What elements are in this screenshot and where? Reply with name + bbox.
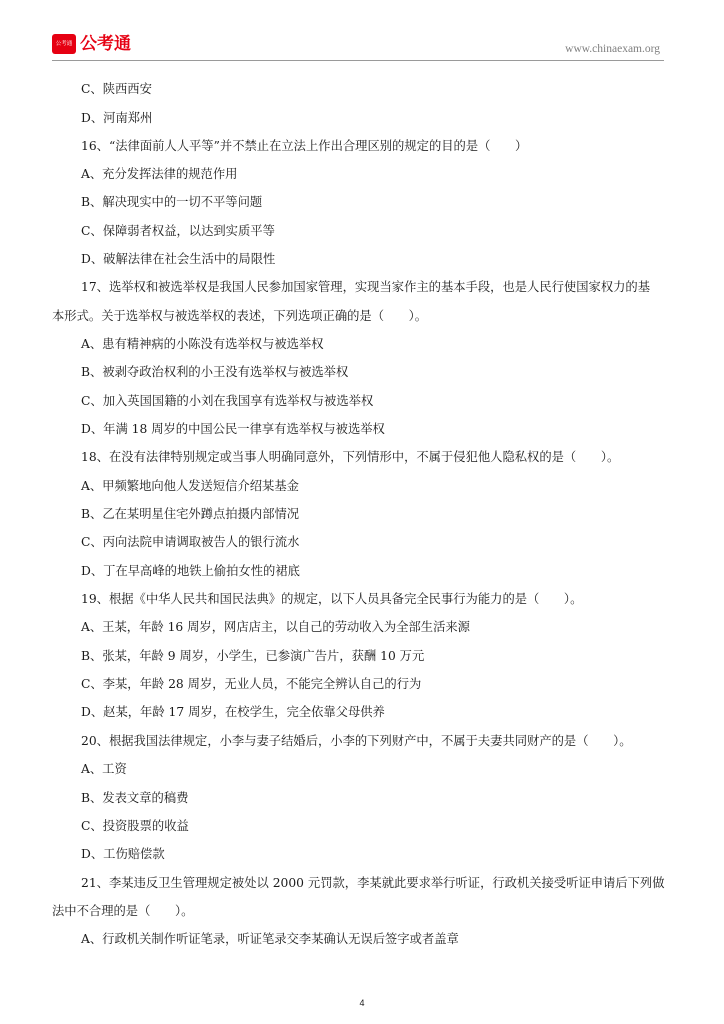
question-17: 17、选举权和被选举权是我国人民参加国家管理，实现当家作主的基本手段，也是人民行使国家权力的基 xyxy=(81,280,651,294)
question-17-cont: 本形式。关于选举权与被选举权的表述，下列选项正确的是（ ）。 xyxy=(52,309,428,323)
option-17c: C、加入英国国籍的小刘在我国享有选举权与被选举权 xyxy=(81,394,374,408)
option-16b: B、解决现实中的一切不平等问题 xyxy=(81,195,263,209)
option-19d: D、赵某，年龄 17 周岁，在校学生，完全依靠父母供养 xyxy=(81,705,385,719)
logo-text: 公考通 xyxy=(80,34,131,54)
option-19a: A、王某，年龄 16 周岁，网店店主，以自己的劳动收入为全部生活来源 xyxy=(81,620,470,634)
option-18c: C、丙向法院申请调取被告人的银行流水 xyxy=(81,535,300,549)
option-20b: B、发表文章的稿费 xyxy=(81,791,189,805)
option-15c: C、陕西西安 xyxy=(81,82,152,96)
option-21a: A、行政机关制作听证笔录，听证笔录交李某确认无误后签字或者盖章 xyxy=(81,932,459,946)
question-21: 21、李某违反卫生管理规定被处以 2000 元罚款，李某就此要求举行听证，行政机关接受听证申请后下列做 xyxy=(81,876,665,890)
option-18d: D、丁在早高峰的地铁上偷拍女性的裙底 xyxy=(81,564,300,578)
option-16d: D、破解法律在社会生活中的局限性 xyxy=(81,252,276,266)
option-20d: D、工伤赔偿款 xyxy=(81,847,165,861)
question-20: 20、根据我国法律规定，小李与妻子结婚后，小李的下列财产中，不属于夫妻共同财产的是（ ）。 xyxy=(81,734,632,748)
page-number: 4 xyxy=(359,998,365,1008)
option-19c: C、李某，年龄 28 周岁，无业人员，不能完全辨认自己的行为 xyxy=(81,677,422,691)
option-18b: B、乙在某明星住宅外蹲点拍摄内部情况 xyxy=(81,507,300,521)
option-18a: A、甲频繁地向他人发送短信介绍某基金 xyxy=(81,479,299,493)
option-16c: C、保障弱者权益，以达到实质平等 xyxy=(81,224,275,238)
option-19b: B、张某，年龄 9 周岁，小学生，已参演广告片，获酬 10 万元 xyxy=(81,649,425,663)
logo-badge-icon: 公考通 xyxy=(52,34,76,54)
site-url: www.chinaexam.org xyxy=(565,43,660,55)
option-17d: D、年满 18 周岁的中国公民一律享有选举权与被选举权 xyxy=(81,422,385,436)
option-17a: A、患有精神病的小陈没有选举权与被选举权 xyxy=(81,337,324,351)
option-16a: A、充分发挥法律的规范作用 xyxy=(81,167,238,181)
question-19: 19、根据《中华人民共和国民法典》的规定，以下人员具备完全民事行为能力的是（ ）。 xyxy=(81,592,583,606)
question-18: 18、在没有法律特别规定或当事人明确同意外，下列情形中，不属于侵犯他人隐私权的是（ ）。 xyxy=(81,450,620,464)
option-20c: C、投资股票的收益 xyxy=(81,819,189,833)
question-16: 16、“法律面前人人平等”并不禁止在立法上作出合理区别的规定的目的是（ ） xyxy=(81,139,528,153)
option-17b: B、被剥夺政治权利的小王没有选举权与被选举权 xyxy=(81,365,349,379)
option-15d: D、河南郑州 xyxy=(81,111,153,125)
option-20a: A、工资 xyxy=(81,762,127,776)
question-21-cont: 法中不合理的是（ ）。 xyxy=(52,904,194,918)
